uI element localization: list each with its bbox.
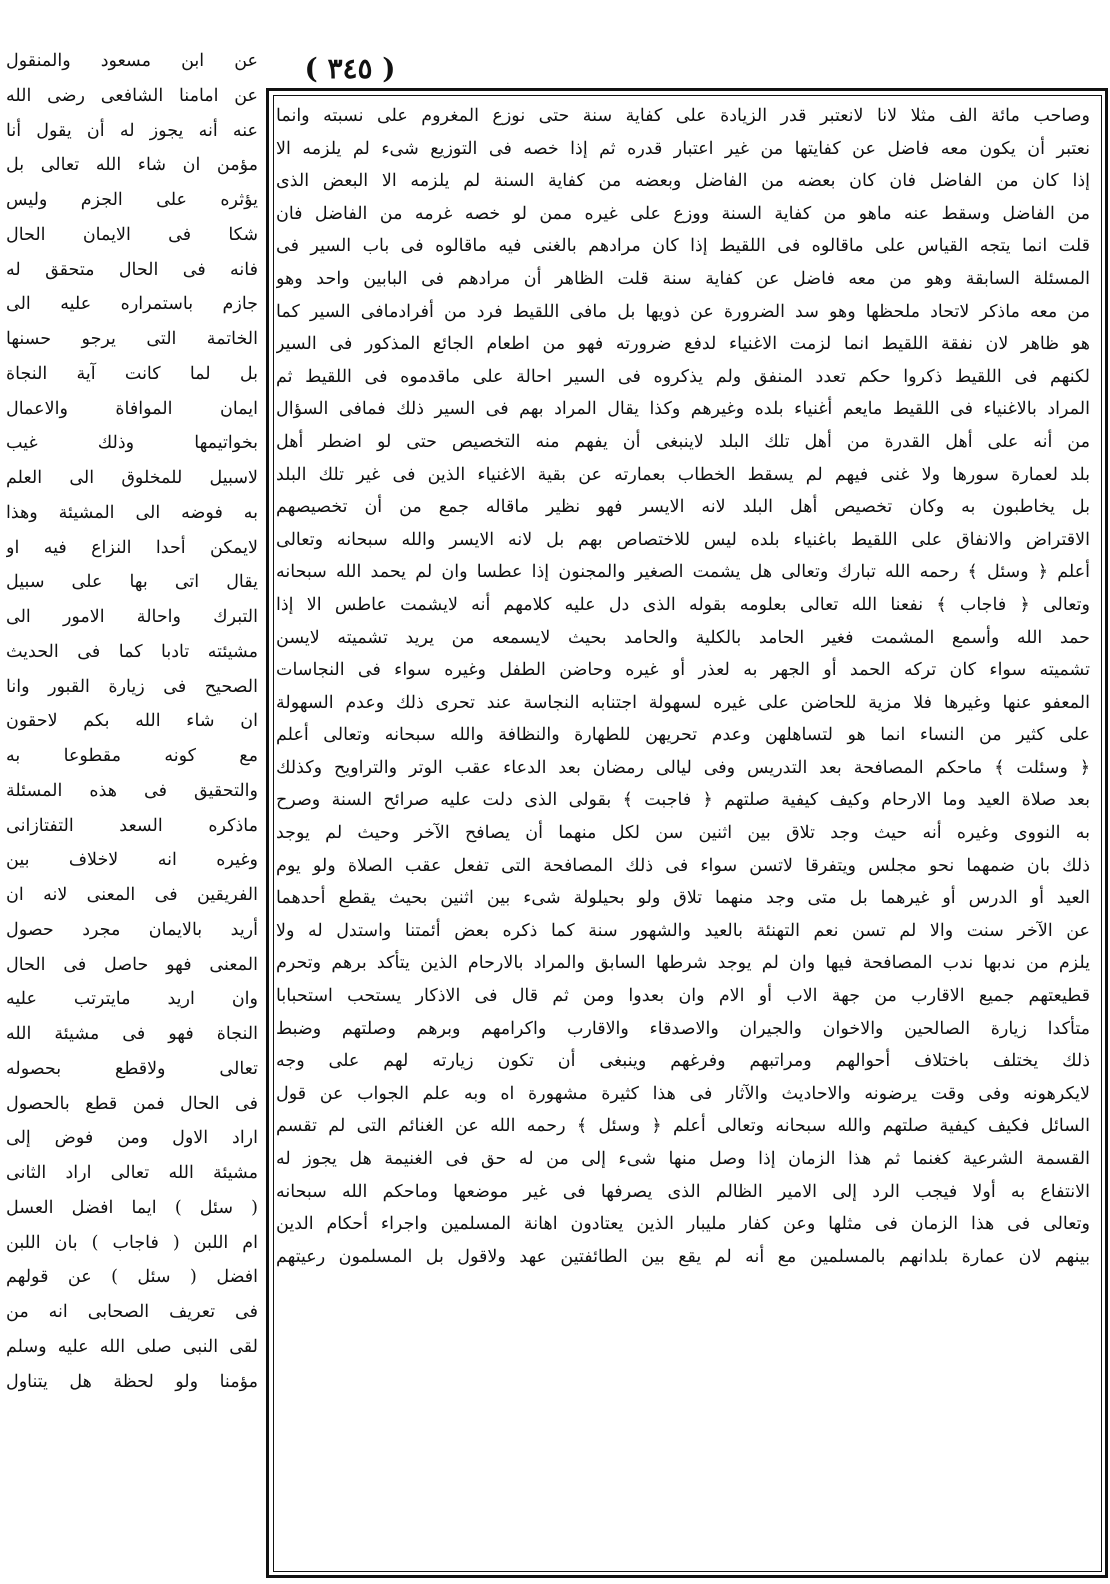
margin-text-line: بل لما كانت آية النجاة: [6, 363, 258, 384]
margin-text-line: مشيئته تادبا كما فى الحديث: [6, 641, 258, 662]
main-text-line: القسمة الشرعية كغنما ثم هذا الزمان إذا وصل منها شىء إلى من له حق فى الغنيمة هل يجوز له: [276, 1149, 1090, 1169]
page-number: ( ٣٤٥ ): [304, 52, 396, 85]
margin-text-line: تعالى ولاقطع بحصوله: [6, 1058, 258, 1079]
main-text-line: بعد صلاة العيد وما الارحام وكيف كيفية صلتهم ﴿ فاجبت ﴾ بقولى الذى دلت عليه صرائح السنة وصرح: [276, 790, 1090, 811]
margin-text-line: فى تعريف الصحابى انه من: [6, 1302, 258, 1322]
margin-text-line: وان اريد مايترتب عليه: [6, 989, 258, 1010]
main-text-line: على كثير من النساء انما هو لتساهلهن وعدم تحريهن للطهارة والنظافة والله سبحانه وتعالى أعلم: [276, 725, 1090, 746]
main-text-line: المعفو عنها وغيرها فلا مزية للحاضن على غيره لسهولة اجتنابه النجاسة عند تحرى ذلك وعدم السهولة: [276, 692, 1090, 713]
main-text-line: وصاحب مائة الف مثلا لانا لانعتبر قدر الزيادة على كفاية سنة حتى نوزع المغروم على نسبته وانما: [276, 106, 1090, 126]
main-text-line: بل يخاطبون به وكان تخصيص أهل البلد لانه الايسر فهو نظير ماقاله جمع من أن تخصيصهم: [276, 497, 1090, 518]
margin-text-line: اراد الاول ومن فوض إلى: [6, 1128, 258, 1149]
main-text-line: الانتفاع به أولا فيجب الرد إلى الامير الظالم الذى يصرفها فى غير موضعها وماحكم الله سبحانه: [276, 1181, 1090, 1202]
main-text-line: بينهم لان عمارة بلدانهم بالمسلمين مع أنه لم يقع بين الطائفتين عهد ولاقول بل المسلمون رعيتهم: [276, 1246, 1090, 1267]
main-text-line: تشميته سواء كان تركه الحمد أو الجهر به لعذر أو غيره وحاضن الطفل وغيره سواء فى النجاسات: [276, 660, 1090, 681]
margin-text-line: بخواتيمها وذلك غيب: [6, 433, 258, 454]
margin-text-line: لقى النبى صلى الله عليه وسلم: [6, 1336, 258, 1357]
main-text-line: عن الآخر سنت والا لم تسن نعم التهنئة بالعيد والشهور سنة كما ذكره بعض أئمتنا واستدل له ولا: [276, 920, 1090, 941]
margin-text-line: الصحيح فى زيارة القبور وانا: [6, 676, 258, 697]
margin-text-line: ام اللبن ( فاجاب ) بان اللبن: [6, 1232, 258, 1253]
main-text-line: قلت انما يتجه القياس على ماقالوه فى اللقيط إذا كان مرادهم بالغنى فيه ماقالوه فى باب السير فى: [276, 236, 1090, 257]
main-text-line: هو ظاهر لان نفقة اللقيط انما لزمت الاغنياء لدفع ضرورته فهو من اطعام الجائع المذكور فى السير: [276, 334, 1090, 355]
main-text-line: وتعالى ﴿ فاجاب ﴾ نفعنا الله تعالى بعلومه بقوله الذى دل عليه كلامهم أنه لايشمت عاطس الا إذا: [276, 594, 1090, 615]
margin-text-line: ايمان الموافاة والاعمال: [6, 398, 258, 419]
main-text-line: المراد بالاغنياء فى اللقيط مايعم أغنياء بلده وغيرهم وكذا يقال المراد بهم فى السير ذلك فمافى السؤال: [276, 399, 1090, 420]
margin-text-line: لاسبيل للمخلوق الى العلم: [6, 468, 258, 488]
main-text-line: يلزم من ندبها ندب المصافحة فيها وان لم يوجد شرطها السابق والمراد بالارحام الذين يتأكد برهم وتحرم: [276, 953, 1090, 974]
margin-text-line: يقال اتى بها على سبيل: [6, 572, 258, 593]
main-text-line: الاقتراض والانفاق على اللقيط باغنياء بلده ليس للاختصاص بهم بل لانه الايسر والله سبحانه وتعالى: [276, 529, 1090, 550]
main-text-line: به النووى وغيره أنه حيث وجد تلاق بين اثنين سن لكل منهما أن يصافح الآخر وحيث لم يوجد: [276, 823, 1090, 844]
margin-text-line: النجاة فهو فى مشيئة الله: [6, 1024, 258, 1044]
margin-text-line: فى الحال فمن قطع بالحصول: [6, 1093, 258, 1114]
margin-text-line: مؤمن ان شاء الله تعالى بل: [6, 155, 258, 176]
main-text-line: نعتبر أن يكون معه فاضل عن كفايتها من غير اعتبار قدره ثم إذا خصه فى التوزيع شىء لم يلزمه الا: [276, 138, 1090, 159]
main-text-line: ﴿ وسئلت ﴾ ماحكم المصافحة بعد التدريس وفى ليالى رمضان بعد الدعاء عقب الوتر والتراويح وكذلك: [276, 757, 1090, 778]
margin-text-line: عن امامنا الشافعى رضى الله: [6, 85, 258, 106]
margin-text-line: ( سئل ) ايما افضل العسل: [6, 1197, 258, 1218]
margin-text-line: المعنى فهو حاصل فى الحال: [6, 954, 258, 975]
main-text-line: حمد الله وأسمع المشمت فغير الحامد بالكلية والحامد بحيث لايسمعه من يريد تشميته لايسن: [276, 627, 1090, 648]
margin-text-line: جازم باستمراره عليه الى: [6, 294, 258, 315]
margin-text-line: فانه فى الحال متحقق له: [6, 259, 258, 280]
main-text-line: ذلك يختلف باختلاف أحوالهم ومراتبهم وفرغهم وينبغى أن تكون زيارته لهم على وجه: [276, 1051, 1090, 1072]
margin-text-line: مشيئة الله تعالى اراد الثانى: [6, 1163, 258, 1183]
margin-text-line: لايمكن أحدا النزاع فيه او: [6, 537, 258, 558]
main-text-line: من أنه على أهل القدرة من أهل تلك البلد لاينبغى أن يفهم منه التخصيص حتى لو اضطر أهل: [276, 431, 1090, 452]
margin-text-line: ان شاء الله بكم لاحقون: [6, 711, 258, 732]
margin-text-line: التبرك واحالة الامور الى: [6, 607, 258, 627]
main-text-line: أعلم ﴿ وسئل ﴾ رحمه الله تبارك وتعالى هل يشمت الصغير والمجنون إذا عطسا وان لم يحمد الله سبحانه: [276, 562, 1090, 583]
main-text-line: ذلك بان ضمهما نحو مجلس ويتفرقا لاتسن سواء فى ذلك المصافحة التى تفعل عقب الصلاة ولو يوم: [276, 855, 1090, 876]
main-text-line: لكنهم فى اللقيط ذكروا حكم تعدد المنفق ولم يذكروه فى السير احالة على ماقدموه فى اللقيط ثم: [276, 366, 1090, 387]
main-text-line: بلد لعمارة سورها ولا غنى فيهم لم يسقط الخطاب بعمارته عن بقية الاغنياء الذين فى غير تلك البلد: [276, 464, 1090, 485]
margin-text-line: الخاتمة التى يرجو حسنها: [6, 329, 258, 349]
main-text-block: [276, 100, 1090, 1568]
margin-text-line: مع كونه مقطوعا به: [6, 746, 258, 766]
main-text-line: قطيعتهم جميع الاقارب من جهة الاب أو الام وان بعدوا ومن ثم قال فى الاذكار يستحب استحبابا: [276, 986, 1090, 1007]
margin-text-line: والتحقيق فى هذه المسئلة: [6, 780, 258, 801]
margin-text-line: به فوضه الى المشيئة وهذا: [6, 502, 258, 523]
margin-text-line: وغيره انه لاخلاف بين: [6, 850, 258, 871]
margin-text-line: يؤثره على الجزم وليس: [6, 190, 258, 210]
main-text-line: العيد أو الدرس أو غيرهما بل متى وجد منهما تلاق ولو بحيلولة شىء بين اثنين بحيث يقطع أحدهما: [276, 888, 1090, 909]
margin-text-line: أريد بالايمان مجرد حصول: [6, 919, 258, 940]
margin-commentary: [6, 44, 258, 1574]
main-text-line: المسئلة السابقة وهو من معه فاضل عن كفاية سنة قلت الظاهر أن مرادهم فى البابين واحد وهو: [276, 268, 1090, 289]
main-text-line: لايكرهونه وفى وقت يرضونه والاحاديث والآثار فى هذا كثيرة مشهورة اه وبه علم الجواب عن قول: [276, 1083, 1090, 1104]
margin-text-line: الفريقين فى المعنى لانه ان: [6, 885, 258, 905]
main-text-line: إذا كان من الفاضل فان كان بعضه من الفاضل وبعضه من كفاية السنة لم يلزمه الا البعض الذى: [276, 171, 1090, 192]
main-text-line: وتعالى فى هذا الزمان فى مثلها وعن كفار مليبار الذين يعتادون اهانة المسلمين واجراء أحكام الدين: [276, 1214, 1090, 1235]
margin-text-line: عنه أنه يجوز له أن يقول أنا: [6, 120, 258, 141]
margin-text-line: ماذكره السعد التفتازانى: [6, 815, 258, 836]
main-text-line: من معه ماذكر لاتحاد ملحظها وهو سد الضرورة عن ذويها بل مافى اللقيط فرد من أفرادمافى السير كما: [276, 301, 1090, 322]
main-text-line: من الفاضل وسقط عنه ماهو من كفاية السنة ووزع على غيره ممن لو خصه غرمه من الفاضل فان: [276, 203, 1090, 224]
margin-text-line: شكا فى الايمان الحال: [6, 224, 258, 245]
margin-text-line: مؤمنا ولو لحظة هل يتناول: [6, 1371, 258, 1392]
margin-text-line: عن ابن مسعود والمنقول: [6, 51, 258, 71]
main-text-line: السائل فكيف كيفية صلتهم والله سبحانه وتعالى أعلم ﴿ وسئل ﴾ رحمه الله عن الغنائم التى لم تقسم: [276, 1116, 1090, 1137]
margin-text-line: افضل ( سئل ) عن قولهم: [6, 1267, 258, 1288]
main-text-line: متأكدا زيارة الصالحين والاخوان والجيران والاصدقاء والاقارب واكرامهم وبرهم وصلتهم وضبط: [276, 1018, 1090, 1039]
